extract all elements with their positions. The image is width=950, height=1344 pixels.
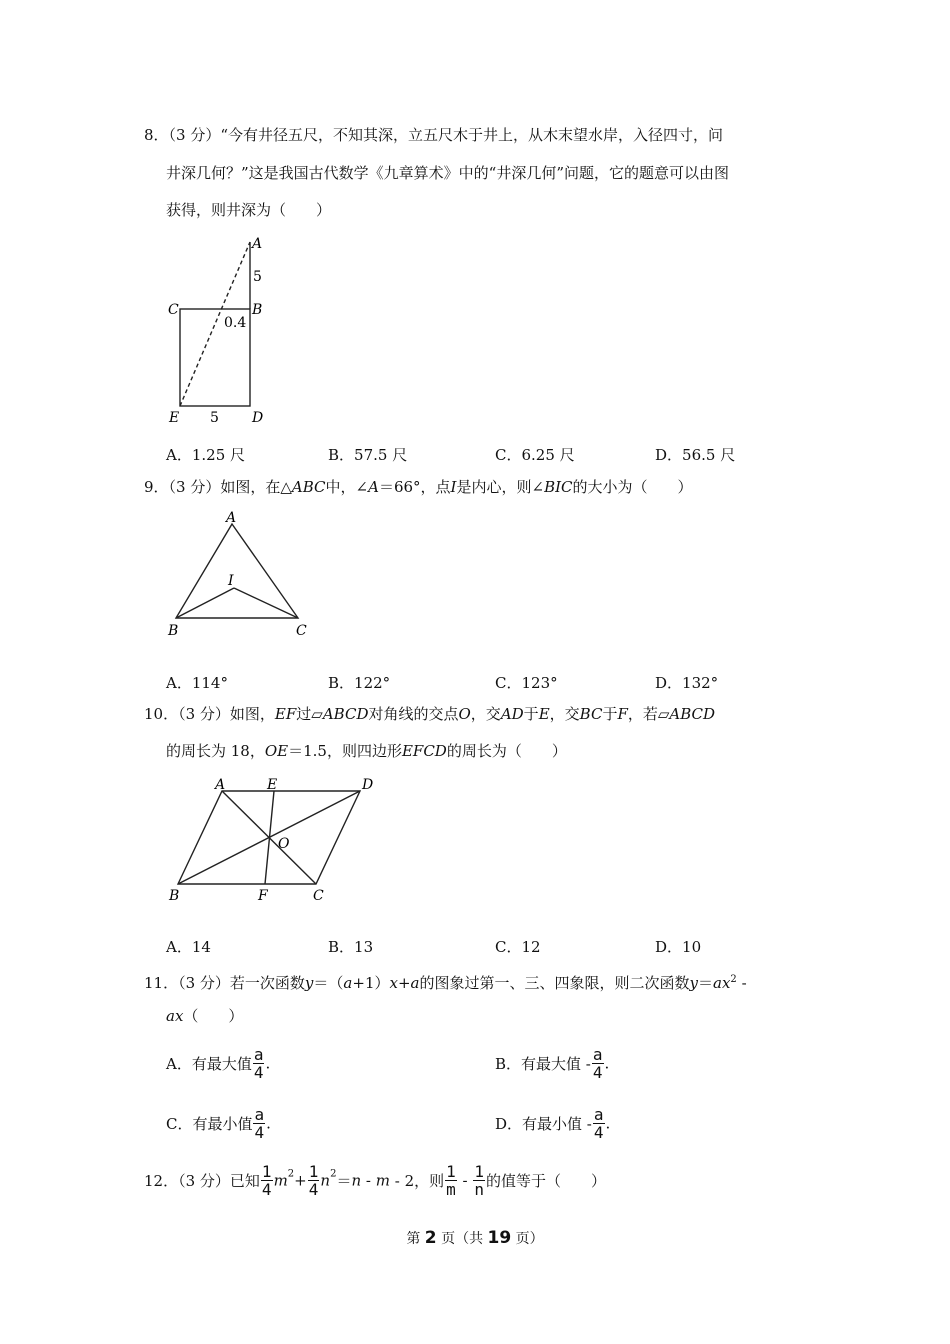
footer-text: 第 bbox=[406, 1231, 425, 1247]
q12-plus: + bbox=[294, 1171, 307, 1190]
footer-total-pages: 19 bbox=[487, 1228, 512, 1248]
q12-var-m: m bbox=[273, 1171, 288, 1190]
fraction-denominator: 4 bbox=[593, 1123, 604, 1142]
q10-line1 bbox=[144, 696, 715, 732]
page-footer bbox=[0, 1228, 950, 1248]
q11-text: 的图象过第一、三、四象限，则二次函数 bbox=[419, 974, 690, 992]
q9-text: 的大小为（ ） bbox=[572, 478, 693, 496]
q11-fraction bbox=[592, 1046, 604, 1081]
q8-line3: 获得，则井深为（ ） bbox=[166, 201, 332, 219]
q11-period: . bbox=[265, 1054, 271, 1073]
q11-text: +1） bbox=[352, 974, 390, 992]
q9-label-b: B bbox=[168, 623, 179, 639]
q10-text: ，若▱ bbox=[627, 705, 670, 723]
q8-number: 8． bbox=[144, 126, 169, 144]
q11-text: ＝（ bbox=[313, 974, 344, 992]
q12-exponent: 2 bbox=[287, 1168, 295, 1180]
q9-var-a: A bbox=[368, 478, 379, 496]
q12-line1 bbox=[144, 1163, 606, 1198]
q10-line2 bbox=[166, 733, 567, 769]
q9-label-i: I bbox=[228, 573, 234, 589]
q10-var-ad: AD bbox=[500, 705, 524, 723]
q9-option-d[interactable]: D．132° bbox=[655, 674, 719, 692]
q8-well-figure bbox=[160, 232, 280, 428]
footer-page-number: 2 bbox=[424, 1228, 437, 1248]
q11-text: - bbox=[736, 974, 747, 992]
q11-option-b[interactable] bbox=[495, 1046, 609, 1081]
q9-label-a: A bbox=[226, 510, 237, 526]
q8-label-a: A bbox=[252, 236, 263, 252]
fraction-numerator: 1 bbox=[474, 1162, 485, 1181]
fraction-numerator: 1 bbox=[446, 1162, 456, 1181]
q10-var-o: O bbox=[458, 705, 471, 723]
q10-var-abcd: ABCD bbox=[669, 705, 716, 723]
q9-text: 中，∠ bbox=[325, 478, 369, 496]
q12-var-n: n bbox=[351, 1171, 362, 1190]
fraction-denominator: 4 bbox=[253, 1063, 264, 1082]
q11-period: . bbox=[605, 1114, 611, 1133]
q8-line1 bbox=[144, 117, 723, 153]
q11-option-c-text: C．有最小值 bbox=[166, 1115, 253, 1133]
q9-var-bic: BIC bbox=[544, 478, 573, 496]
q12-text: 已知 bbox=[229, 1172, 260, 1190]
q10-var-oe: OE bbox=[264, 742, 289, 760]
q10-var-efcd: EFCD bbox=[401, 742, 447, 760]
q10-score: （3 分） bbox=[178, 705, 230, 723]
fraction-numerator: 1 bbox=[261, 1162, 272, 1181]
q10-text: ，交 bbox=[549, 705, 580, 723]
fraction-numerator: a bbox=[254, 1105, 265, 1124]
q11-text: + bbox=[397, 974, 411, 992]
q10-text: 对角线的交点 bbox=[368, 705, 459, 723]
q10-var-bc: BC bbox=[579, 705, 603, 723]
q9-number: 9． bbox=[144, 478, 169, 496]
q12-fraction-quarter bbox=[308, 1163, 320, 1198]
q10-text: 于 bbox=[523, 705, 539, 723]
fraction-denominator: n bbox=[474, 1180, 485, 1199]
fraction-numerator: a bbox=[593, 1105, 604, 1124]
q8-label-b: B bbox=[252, 302, 263, 318]
q11-fraction bbox=[593, 1106, 605, 1141]
q11-option-d[interactable] bbox=[495, 1106, 610, 1141]
q11-option-c[interactable] bbox=[166, 1106, 271, 1141]
fraction-denominator: 4 bbox=[261, 1180, 272, 1199]
q11-fraction bbox=[253, 1106, 265, 1141]
q11-period: . bbox=[604, 1054, 610, 1073]
q8-label-5-bottom: 5 bbox=[210, 410, 219, 426]
q12-var-n: n bbox=[320, 1171, 331, 1190]
q12-var-m: m bbox=[375, 1171, 390, 1190]
q10-number: 10． bbox=[144, 705, 179, 723]
q9-var-abc: ABC bbox=[291, 478, 326, 496]
q11-var-a: a bbox=[410, 974, 420, 992]
fraction-denominator: 4 bbox=[308, 1180, 319, 1199]
q8-label-e: E bbox=[169, 410, 180, 426]
q12-text: 的值等于（ ） bbox=[486, 1172, 607, 1190]
q12-minus: - bbox=[457, 1171, 473, 1190]
q9-text: ＝66°，点 bbox=[378, 478, 451, 496]
q9-var-i: I bbox=[450, 478, 457, 496]
q11-option-b-text: B．有最大值 - bbox=[495, 1055, 591, 1073]
q11-option-a[interactable] bbox=[166, 1046, 270, 1081]
q11-exponent: 2 bbox=[730, 974, 737, 985]
q11-line2 bbox=[166, 998, 243, 1034]
q12-exponent: 2 bbox=[330, 1168, 337, 1180]
q9-text: 如图，在△ bbox=[220, 478, 292, 496]
q11-line1 bbox=[144, 962, 747, 1001]
q10-option-a[interactable]: A．14 bbox=[166, 938, 211, 956]
q10-label-c: C bbox=[313, 888, 324, 904]
q12-text: - bbox=[361, 1171, 376, 1190]
q10-text: 于 bbox=[602, 705, 618, 723]
q11-period: . bbox=[266, 1114, 271, 1133]
fraction-denominator: 4 bbox=[254, 1123, 265, 1142]
q8-option-a[interactable]: A．1.25 尺 bbox=[166, 446, 245, 464]
q8-text-1: “今有井径五尺，不知其深，立五尺木于井上，从木末望水岸，入径四寸，问 bbox=[220, 126, 724, 144]
q8-option-c[interactable]: C．6.25 尺 bbox=[495, 446, 575, 464]
q9-label-c: C bbox=[296, 623, 307, 639]
fraction-denominator: 4 bbox=[592, 1063, 603, 1082]
q9-option-a[interactable]: A．114° bbox=[166, 674, 228, 692]
q10-option-c[interactable]: C．12 bbox=[495, 938, 541, 956]
q10-label-a: A bbox=[215, 777, 226, 793]
q8-label-c: C bbox=[168, 302, 179, 318]
q11-var-y: y bbox=[689, 974, 698, 992]
q12-text: - 2，则 bbox=[389, 1172, 445, 1190]
q10-text: ＝1.5，则四边形 bbox=[288, 742, 402, 760]
fraction-numerator: a bbox=[592, 1045, 603, 1064]
footer-text: 页） bbox=[511, 1231, 544, 1247]
q12-fraction-quarter bbox=[261, 1163, 273, 1198]
q12-number: 12． bbox=[144, 1172, 179, 1190]
q10-text: ，交 bbox=[470, 705, 501, 723]
q10-var-abcd: ABCD bbox=[322, 705, 369, 723]
q11-var-x: x bbox=[389, 974, 398, 992]
q9-triangle-figure bbox=[160, 508, 320, 642]
q8-option-d[interactable]: D．56.5 尺 bbox=[655, 446, 736, 464]
q9-option-b[interactable]: B．122° bbox=[328, 674, 391, 692]
q9-option-c[interactable]: C．123° bbox=[495, 674, 558, 692]
q11-text: 若一次函数 bbox=[229, 974, 305, 992]
q11-fraction bbox=[253, 1046, 265, 1081]
q10-label-b: B bbox=[169, 888, 180, 904]
q8-option-b[interactable]: B．57.5 尺 bbox=[328, 446, 408, 464]
q12-text: ＝ bbox=[336, 1172, 352, 1190]
q9-line1 bbox=[144, 469, 693, 505]
q10-text: 的周长为 18， bbox=[166, 742, 265, 760]
q10-text: 如图， bbox=[229, 705, 275, 723]
footer-text: 页（共 bbox=[436, 1231, 488, 1247]
q8-line2: 井深几何？”这是我国古代数学《九章算术》中的“井深几何”问题，它的题意可以由图 bbox=[166, 164, 730, 182]
q11-var-ax: ax bbox=[166, 1007, 184, 1025]
q11-text: （ ） bbox=[183, 1007, 244, 1025]
q10-label-d: D bbox=[362, 777, 374, 793]
q10-option-b[interactable]: B．13 bbox=[328, 938, 374, 956]
q10-var-f: F bbox=[617, 705, 628, 723]
q12-fraction-1-over-n bbox=[473, 1163, 485, 1198]
q10-label-e: E bbox=[267, 777, 278, 793]
q10-parallelogram-figure bbox=[160, 772, 380, 908]
q11-option-a-text: A．有最大值 bbox=[166, 1055, 252, 1073]
fraction-numerator: a bbox=[253, 1045, 264, 1064]
q11-option-d-text: D．有最小值 - bbox=[495, 1115, 592, 1133]
q10-text: 过▱ bbox=[296, 705, 323, 723]
q10-var-ef: EF bbox=[274, 705, 297, 723]
q11-var-y: y bbox=[304, 974, 314, 992]
q8-label-5-vertical: 5 bbox=[253, 269, 262, 285]
q9-score: （3 分） bbox=[168, 478, 221, 496]
q8-label-0.4: 0.4 bbox=[224, 315, 247, 331]
q11-var-ax: ax bbox=[713, 974, 731, 992]
q11-var-a: a bbox=[343, 974, 353, 992]
q8-label-d: D bbox=[252, 410, 264, 426]
q10-var-e: E bbox=[538, 705, 550, 723]
fraction-numerator: 1 bbox=[308, 1162, 319, 1181]
q11-number: 11． bbox=[144, 974, 179, 992]
fraction-denominator: m bbox=[446, 1180, 456, 1199]
q9-text: 是内心，则∠ bbox=[456, 478, 545, 496]
q10-option-d[interactable]: D．10 bbox=[655, 938, 702, 956]
q8-score: （3 分） bbox=[168, 126, 221, 144]
q12-score: （3 分） bbox=[178, 1172, 230, 1190]
q10-text: 的周长为（ ） bbox=[446, 742, 567, 760]
q11-score: （3 分） bbox=[178, 974, 230, 992]
q11-text: ＝ bbox=[698, 974, 714, 992]
q10-label-f: F bbox=[258, 888, 268, 904]
q12-fraction-1-over-m bbox=[445, 1163, 457, 1198]
q10-label-o: O bbox=[278, 836, 290, 852]
